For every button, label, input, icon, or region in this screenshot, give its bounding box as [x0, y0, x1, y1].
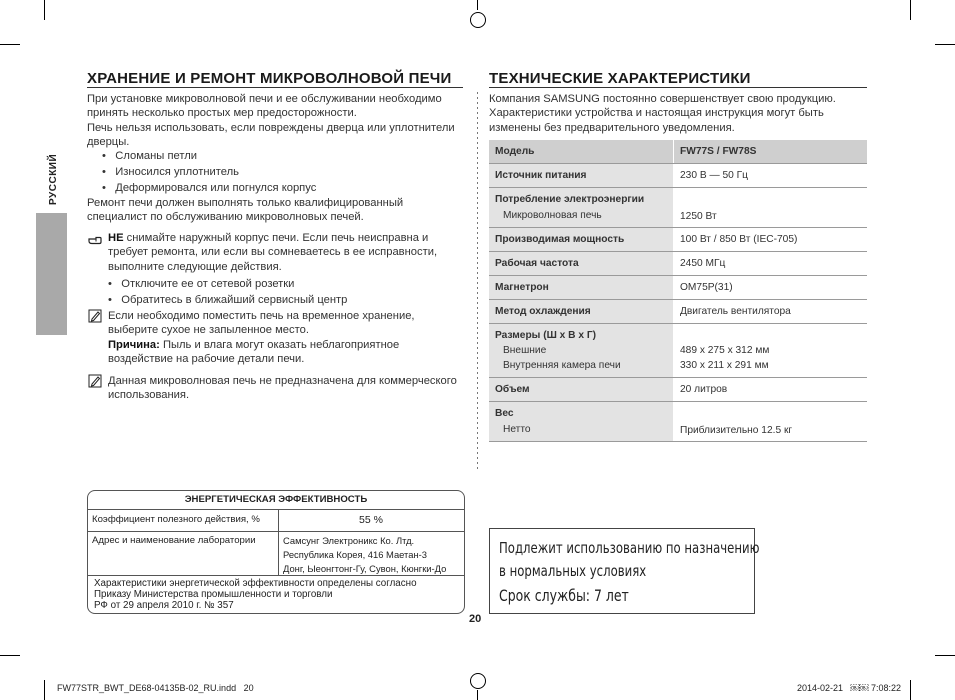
storage-note	[108, 309, 468, 367]
efficiency-label: Коэффициент полезного действия, %	[92, 514, 260, 525]
pencil-note-icon	[88, 309, 102, 323]
commercial-use-note	[108, 374, 468, 403]
energy-title: ЭНЕРГЕТИЧЕСКАЯ ЭФФЕКТИВНОСТЬ	[184, 494, 368, 505]
storage-section-title: ХРАНЕНИЕ И РЕМОНТ МИКРОВОЛНОВОЙ ПЕЧИ	[87, 70, 452, 87]
lab-address	[283, 534, 446, 576]
list-item-text: Отключите ее от сетевой розетки	[121, 278, 295, 290]
text-line: специалист по обслуживанию микроволновых печей.	[87, 211, 364, 224]
text-line: Данная микроволновая печь не предназначена для коммерческого	[108, 375, 457, 387]
column-divider	[477, 92, 478, 470]
spec-sublabel: Внешние	[503, 344, 547, 356]
list-item: • Отключите ее от сетевой розетки	[108, 278, 295, 290]
text-line: Донг, Ыеонгтонг-Гу, Сувон, Кюнгки-До	[283, 563, 447, 574]
crop-mark	[0, 655, 20, 656]
spec-value: 20 литров	[674, 377, 868, 401]
list-item-text: Износился уплотнитель	[115, 166, 239, 178]
text-line: Приказу Министерства промышленности и торговли	[94, 589, 333, 600]
crop-mark	[0, 44, 20, 45]
text-line: выполните следующие действия.	[108, 260, 282, 273]
spec-value-text: 330 x 211 x 291 мм	[680, 359, 769, 371]
spec-value: Двигатель вентилятора	[674, 299, 868, 323]
spec-label-group	[489, 401, 674, 441]
lab-label: Адрес и наименование лаборатории	[92, 535, 256, 546]
spec-value-text: 1250 Вт	[680, 210, 717, 222]
title-underline	[489, 87, 867, 88]
crop-mark	[44, 0, 45, 20]
registration-mark	[470, 12, 486, 28]
header-cell-model-label: Модель	[489, 140, 674, 163]
text-span: снимайте наружный корпус печи. Если печь неисправна и	[123, 232, 429, 244]
footer-file-name: FW77STR_BWT_DE68-04135B-02_RU.indd 20	[57, 683, 254, 693]
list-item: • Деформировался или погнулся корпус	[102, 182, 317, 194]
spec-value: 2450 МГц	[674, 251, 868, 275]
text-line: Компания SAMSUNG постоянно совершенствует свою продукцию.	[489, 93, 836, 105]
table-row	[489, 251, 867, 275]
list-item-text: Обратитесь в ближайший сервисный центр	[121, 294, 348, 306]
spec-label-group	[489, 187, 674, 227]
specifications-table	[489, 140, 867, 442]
list-item: • Обратитесь в ближайший сервисный центр	[108, 294, 348, 306]
stamp-line: Подлежит использованию по назначению	[499, 539, 760, 557]
crop-mark	[935, 655, 955, 656]
text-line: воздействие на рабочие детали печи.	[108, 353, 305, 366]
crop-mark	[477, 690, 478, 700]
text-line: изменены без предварительного уведомления.	[489, 121, 735, 134]
spec-label: Магнетрон	[489, 275, 674, 299]
lab-row	[88, 531, 464, 576]
spec-label: Размеры (Ш x В x Г)	[495, 329, 597, 341]
page-number: 20	[469, 613, 482, 625]
table-row	[489, 227, 867, 251]
spec-value	[674, 323, 868, 377]
energy-efficiency-box	[87, 490, 465, 614]
spec-sublabel: Микроволновая печь	[503, 209, 602, 221]
spec-label-group	[489, 323, 674, 377]
language-tab-label: РУССКИЙ	[48, 153, 59, 205]
warning-note	[108, 231, 468, 274]
text-line: Если необходимо поместить печь на временное хранение,	[108, 310, 415, 322]
table-row	[489, 187, 867, 227]
spec-value-text: 489 x 275 x 312 мм	[680, 344, 770, 356]
registration-mark	[470, 673, 486, 689]
specs-intro	[489, 92, 869, 135]
spec-label: Вес	[495, 407, 514, 419]
spec-label: Источник питания	[489, 163, 674, 187]
title-underline	[87, 87, 463, 88]
table-row	[489, 377, 867, 401]
crop-mark	[935, 44, 955, 45]
efficiency-value: 55 %	[359, 514, 383, 526]
list-item-text: Деформировался или погнулся корпус	[115, 182, 317, 194]
table-row	[489, 163, 867, 187]
text-line: РФ от 29 апреля 2010 г. № 357	[94, 600, 234, 611]
table-row	[489, 323, 867, 377]
header-cell-model-value: FW77S / FW78S	[674, 140, 868, 163]
text-line: использования.	[108, 389, 190, 402]
crop-mark	[477, 0, 478, 10]
efficiency-row	[88, 509, 464, 532]
emphasis-text: НЕ	[108, 232, 124, 244]
text-line: Характеристики энергетической эффективности определены согласно	[94, 578, 417, 589]
energy-footnote-row	[88, 575, 464, 614]
specs-section-title: ТЕХНИЧЕСКИЕ ХАРАКТЕРИСТИКИ	[489, 70, 751, 87]
table-header-row	[489, 140, 867, 163]
spec-value-text: Приблизительно 12.5 кг	[680, 424, 793, 436]
text-line: Республика Корея, 416 Маетан-3	[283, 549, 427, 560]
service-life-stamp	[489, 528, 760, 614]
text-line: Печь нельзя использовать, если повреждены дверца или уплотнители	[87, 121, 455, 134]
text-line: Характеристики устройства и настоящая инструкция могут быть	[489, 107, 824, 120]
damage-bullet-list	[102, 148, 316, 196]
text-line	[108, 231, 468, 245]
text-line: дверцы.	[87, 136, 130, 149]
spec-sublabel: Нетто	[503, 423, 531, 435]
table-row	[489, 299, 867, 323]
crop-mark	[44, 680, 45, 700]
spec-value: OM75P(31)	[674, 275, 868, 299]
spec-value	[674, 187, 868, 227]
text-line: принять несколько простых мер предосторожности.	[87, 107, 357, 120]
storage-intro	[87, 92, 467, 150]
text-line: При установке микроволновой печи и ее обслуживании необходимо	[87, 93, 442, 105]
list-item-text: Сломаны петли	[115, 150, 198, 162]
pointing-hand-icon	[88, 233, 102, 247]
spec-label: Потребление электроэнергии	[495, 193, 645, 205]
spec-label: Производимая мощность	[489, 227, 674, 251]
table-row	[489, 401, 867, 441]
action-bullet-list	[108, 276, 347, 308]
spec-label: Рабочая частота	[489, 251, 674, 275]
table-row	[489, 275, 867, 299]
cell-divider	[278, 532, 279, 576]
stamp-line: в нормальных условиях	[499, 562, 647, 580]
text-line: Ремонт печи должен выполнять только квалифицированный	[87, 197, 404, 209]
stamp-line: Срок службы: 7 лет	[499, 586, 629, 605]
spec-sublabel: Внутренняя камера печи	[503, 359, 621, 371]
spec-value: 230 В — 50 Гц	[674, 163, 868, 187]
energy-footnote	[94, 578, 417, 611]
spec-label: Объем	[489, 377, 674, 401]
crop-mark	[910, 680, 911, 700]
reason-label: Причина:	[108, 338, 160, 351]
list-item: • Сломаны петли	[102, 150, 198, 162]
text-line: Самсунг Электроникс Ко. Лтд.	[283, 535, 415, 546]
repair-note	[87, 196, 403, 225]
spec-value: 100 Вт / 850 Вт (IEC-705)	[674, 227, 868, 251]
pencil-note-icon	[88, 374, 102, 388]
list-item: • Износился уплотнитель	[102, 166, 239, 178]
footer-timestamp: 2014-02-21 ￼￼ 7:08:22	[797, 683, 902, 693]
text-span: Пыль и влага могут оказать неблагоприятное	[159, 338, 400, 351]
crop-mark	[910, 0, 911, 20]
text-line	[108, 338, 468, 352]
text-line: требует ремонта, или если вы сомневаетесь в ее исправности,	[108, 246, 438, 259]
spec-value	[674, 401, 868, 441]
spec-label: Метод охлаждения	[489, 299, 674, 323]
text-line: выберите сухое не запыленное место.	[108, 324, 309, 337]
